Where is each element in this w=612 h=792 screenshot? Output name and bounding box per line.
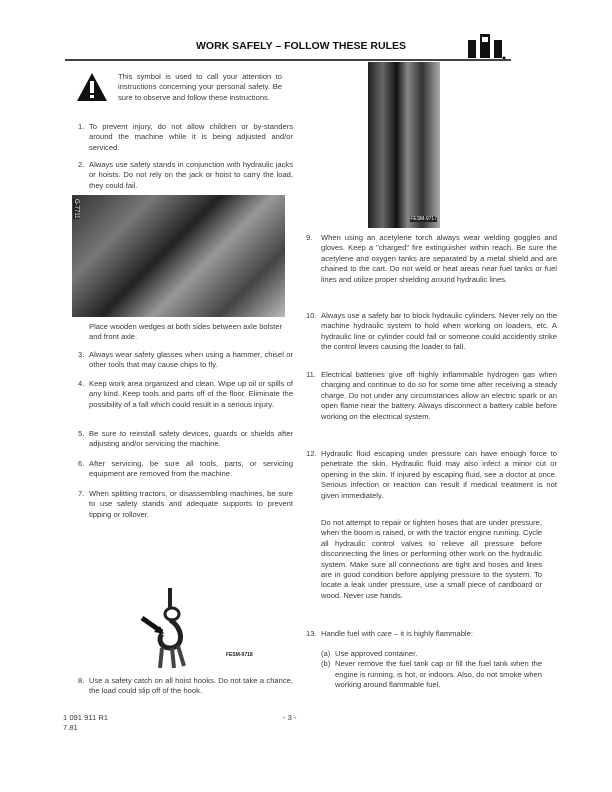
rule-7: 7. When splitting tractors, or disassembling machines, be sure to use safety stands and adequate supports to prevent tipping or rollover. (78, 489, 293, 519)
header-rule (65, 59, 511, 61)
rule-1: 1. To prevent injury, do not allow children or by-standers around the machine while it is being adjusted and/or serviced. (78, 122, 293, 152)
rule-8: 8. Use a safety catch on all hoist hooks. Do not take a chance, the load could slip off of the hook. (78, 676, 293, 696)
rule-5: 5. Be sure to reinstall safety devices, guards or shields after adjusting and/or servicing the machine. (78, 429, 293, 449)
page-title: WORK SAFELY – FOLLOW THESE RULES (196, 40, 407, 52)
rule-11: 11. Electrical batteries give off highly inflammable hydrogen gas when charging and continue to do so for some time after receiving a steady charge. Do not under any circumstances allow an electric spark or an open flame near the battery. Always disconnect a battery cable before working on the electrical system. (306, 370, 557, 421)
rule-4: 4. Keep work area organized and clean. Wipe up oil or spills of any kind. Keep tools and parts off of the floor. Eliminate the possibility of a fall which could result in a serious injury. (78, 379, 293, 409)
page-number: - 3 - (283, 713, 297, 722)
photo-label: FESM-9717 (410, 216, 437, 222)
print-date: 7.81 (63, 723, 78, 732)
rule-2: 2. Always use safety stands in conjunction with hydraulic jacks or hoists. Do not rely on the jack or hoist to carry the load, they could fail. (78, 160, 293, 190)
rule-10: 10. Always use a safety bar to block hydraulic cylinders. Never rely on the machine hydraulic system to hold when working on loaders, etc. A hydraulic line or cylinder could fail or someone could accidently strike the control levers causing the loader to fall. (306, 311, 557, 352)
hoist-hook-illustration (140, 588, 200, 673)
rule-6: 6. After servicing, be sure all tools, parts, or servicing equipment are removed from the machine. (78, 459, 293, 479)
intro-text: This symbol is used to call your attention to instructions concerning your personal safety. Be sure to observe and follow these instructions. (118, 72, 282, 102)
axle-wedge-photo (72, 195, 285, 317)
rule-12-continued: Do not attempt to repair or tighten hoses that are under pressure, when the boom is raised, or with the tractor engine running. Cycle all hydraulic control valves to relieve all pressure before disconnecting the lines or performing other work on the hydraulic system. Make sure all connections are tight and hoses and lines are in good condition before applying pressure to the system. To locate a leak under pressure, use a small piece of cardboard or wood. Never use hands. (321, 518, 542, 600)
rule-12: 12. Hydraulic fluid escaping under pressure can have enough force to penetrate the skin. Hydraulic fluid may also infect a minor cut or opening in the skin. If injured by escaping fluid, see a doctor at once. Serious infection or reaction can result if medical treatment is not given immediately. (306, 449, 557, 500)
warning-triangle-icon (76, 72, 108, 107)
subitem-a: (a) Use approved container. (321, 649, 418, 658)
rule-13: 13. Handle fuel with care – it is highly flammable: (306, 629, 473, 638)
subitem-b: (b) Never remove the fuel tank cap or fill the fuel tank when the engine is running, is hot, or indoors. Also, do not smoke when working around flammable fuel. (321, 659, 542, 690)
hook-figure-label: FESM-9718 (226, 652, 253, 658)
ih-logo (466, 34, 504, 58)
rule-13-subitems (321, 649, 542, 691)
rule-3: 3. Always wear safety glasses when using a hammer, chisel or other tools that may cause chips to fly. (78, 350, 293, 370)
photo-caption: Place wooden wedges at both sides between axle bolster and front axle. (89, 322, 282, 342)
welding-tanks-photo (368, 62, 440, 228)
rule-9: 9. When using an acetylene torch always wear welding goggles and gloves. Keep a "charged" fire extinguisher within reach. Be sure the acetylene and oxygen tanks are separated by a metal shield and are chained to the cart. Do not weld or heat areas near fuel tanks or fuel lines and utilize proper shielding around hydraulic lines. (306, 233, 557, 284)
part-number: 1 091 911 R1 (63, 713, 109, 722)
photo-label: G-7711 (73, 199, 79, 219)
